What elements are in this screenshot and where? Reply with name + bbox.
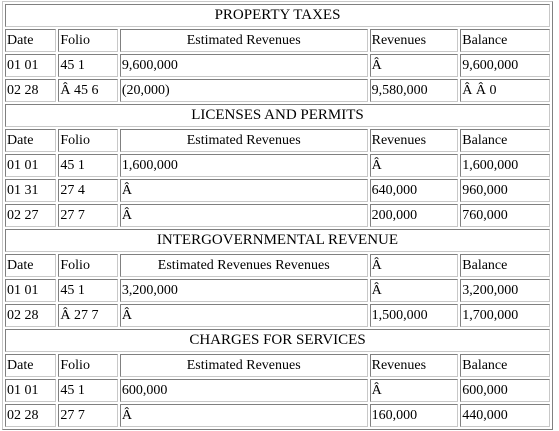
date-cell: 01 01 [5, 379, 56, 402]
table-row [5, 79, 550, 102]
estimated-revenues-cell: 600,000 [120, 379, 368, 402]
section-title-row [5, 329, 550, 352]
balance-cell: 9,600,000 [460, 54, 550, 77]
table-row [5, 154, 550, 177]
section-title-row [5, 104, 550, 127]
balance-header: Balance [460, 254, 550, 277]
date-cell: 02 28 [5, 304, 56, 327]
revenues-cell: 9,580,000 [370, 79, 459, 102]
date-header: Date [5, 354, 56, 377]
estimated-revenues-header: Estimated Revenues [120, 354, 368, 377]
table-row [5, 204, 550, 227]
folio-header: Folio [58, 129, 117, 152]
estimated-revenues-cell: Â [120, 179, 368, 202]
revenues-cell: Â [370, 54, 459, 77]
estimated-revenues-cell: (20,000) [120, 79, 368, 102]
estimated-revenues-cell: Â [120, 204, 368, 227]
date-cell: 02 27 [5, 204, 56, 227]
revenues-cell: Â [370, 379, 459, 402]
table-row [5, 54, 550, 77]
section-title-row [5, 229, 550, 252]
column-header-row [5, 129, 550, 152]
folio-cell: 27 7 [58, 404, 117, 427]
balance-cell: 960,000 [460, 179, 550, 202]
table-row [5, 279, 550, 302]
folio-header: Folio [58, 354, 117, 377]
estimated-revenues-header: Estimated Revenues [120, 29, 368, 52]
revenues-cell: 200,000 [370, 204, 459, 227]
date-header: Date [5, 129, 56, 152]
folio-header: Folio [58, 254, 117, 277]
revenues-cell: Â [370, 154, 459, 177]
date-cell: 01 01 [5, 154, 56, 177]
date-cell: 02 28 [5, 404, 56, 427]
folio-cell: 27 7 [58, 204, 117, 227]
date-cell: 01 01 [5, 279, 56, 302]
section-title: PROPERTY TAXES [5, 4, 550, 27]
revenues-cell: 640,000 [370, 179, 459, 202]
column-header-row [5, 29, 550, 52]
revenues-header: Revenues [370, 129, 459, 152]
date-header: Date [5, 29, 56, 52]
ledger-body [5, 4, 550, 427]
estimated-revenues-cell: 9,600,000 [120, 54, 368, 77]
balance-cell: 1,600,000 [460, 154, 550, 177]
table-row [5, 379, 550, 402]
folio-cell: 45 1 [58, 279, 117, 302]
balance-header: Balance [460, 29, 550, 52]
section-title: LICENSES AND PERMITS [5, 104, 550, 127]
revenues-cell: Â [370, 279, 459, 302]
folio-cell: 45 1 [58, 379, 117, 402]
folio-cell: Â 45 6 [58, 79, 117, 102]
balance-cell: 3,200,000 [460, 279, 550, 302]
section-title: CHARGES FOR SERVICES [5, 329, 550, 352]
folio-cell: 45 1 [58, 54, 117, 77]
table-row [5, 304, 550, 327]
revenues-cell: 160,000 [370, 404, 459, 427]
date-header: Date [5, 254, 56, 277]
date-cell: 01 01 [5, 54, 56, 77]
folio-cell: 27 4 [58, 179, 117, 202]
balance-header: Balance [460, 354, 550, 377]
date-cell: 01 31 [5, 179, 56, 202]
revenue-ledger-table [2, 1, 553, 430]
table-row [5, 404, 550, 427]
estimated-revenues-cell: 3,200,000 [120, 279, 368, 302]
revenues-header: Revenues [370, 29, 459, 52]
balance-cell: 600,000 [460, 379, 550, 402]
date-cell: 02 28 [5, 79, 56, 102]
balance-cell: 760,000 [460, 204, 550, 227]
folio-cell: Â 27 7 [58, 304, 117, 327]
revenues-cell: 1,500,000 [370, 304, 459, 327]
section-title: INTERGOVERNMENTAL REVENUE [5, 229, 550, 252]
balance-cell: 1,700,000 [460, 304, 550, 327]
revenues-header: Revenues [370, 354, 459, 377]
balance-cell: 440,000 [460, 404, 550, 427]
table-row [5, 179, 550, 202]
balance-header: Balance [460, 129, 550, 152]
estimated-revenues-cell: Â [120, 304, 368, 327]
balance-cell: Â Â 0 [460, 79, 550, 102]
column-header-row [5, 354, 550, 377]
folio-header: Folio [58, 29, 117, 52]
section-title-row [5, 4, 550, 27]
revenues-header: Â [370, 254, 459, 277]
estimated-revenues-cell: 1,600,000 [120, 154, 368, 177]
estimated-revenues-cell: Â [120, 404, 368, 427]
column-header-row [5, 254, 550, 277]
estimated-revenues-header: Estimated Revenues Revenues [120, 254, 368, 277]
folio-cell: 45 1 [58, 154, 117, 177]
estimated-revenues-header: Estimated Revenues [120, 129, 368, 152]
